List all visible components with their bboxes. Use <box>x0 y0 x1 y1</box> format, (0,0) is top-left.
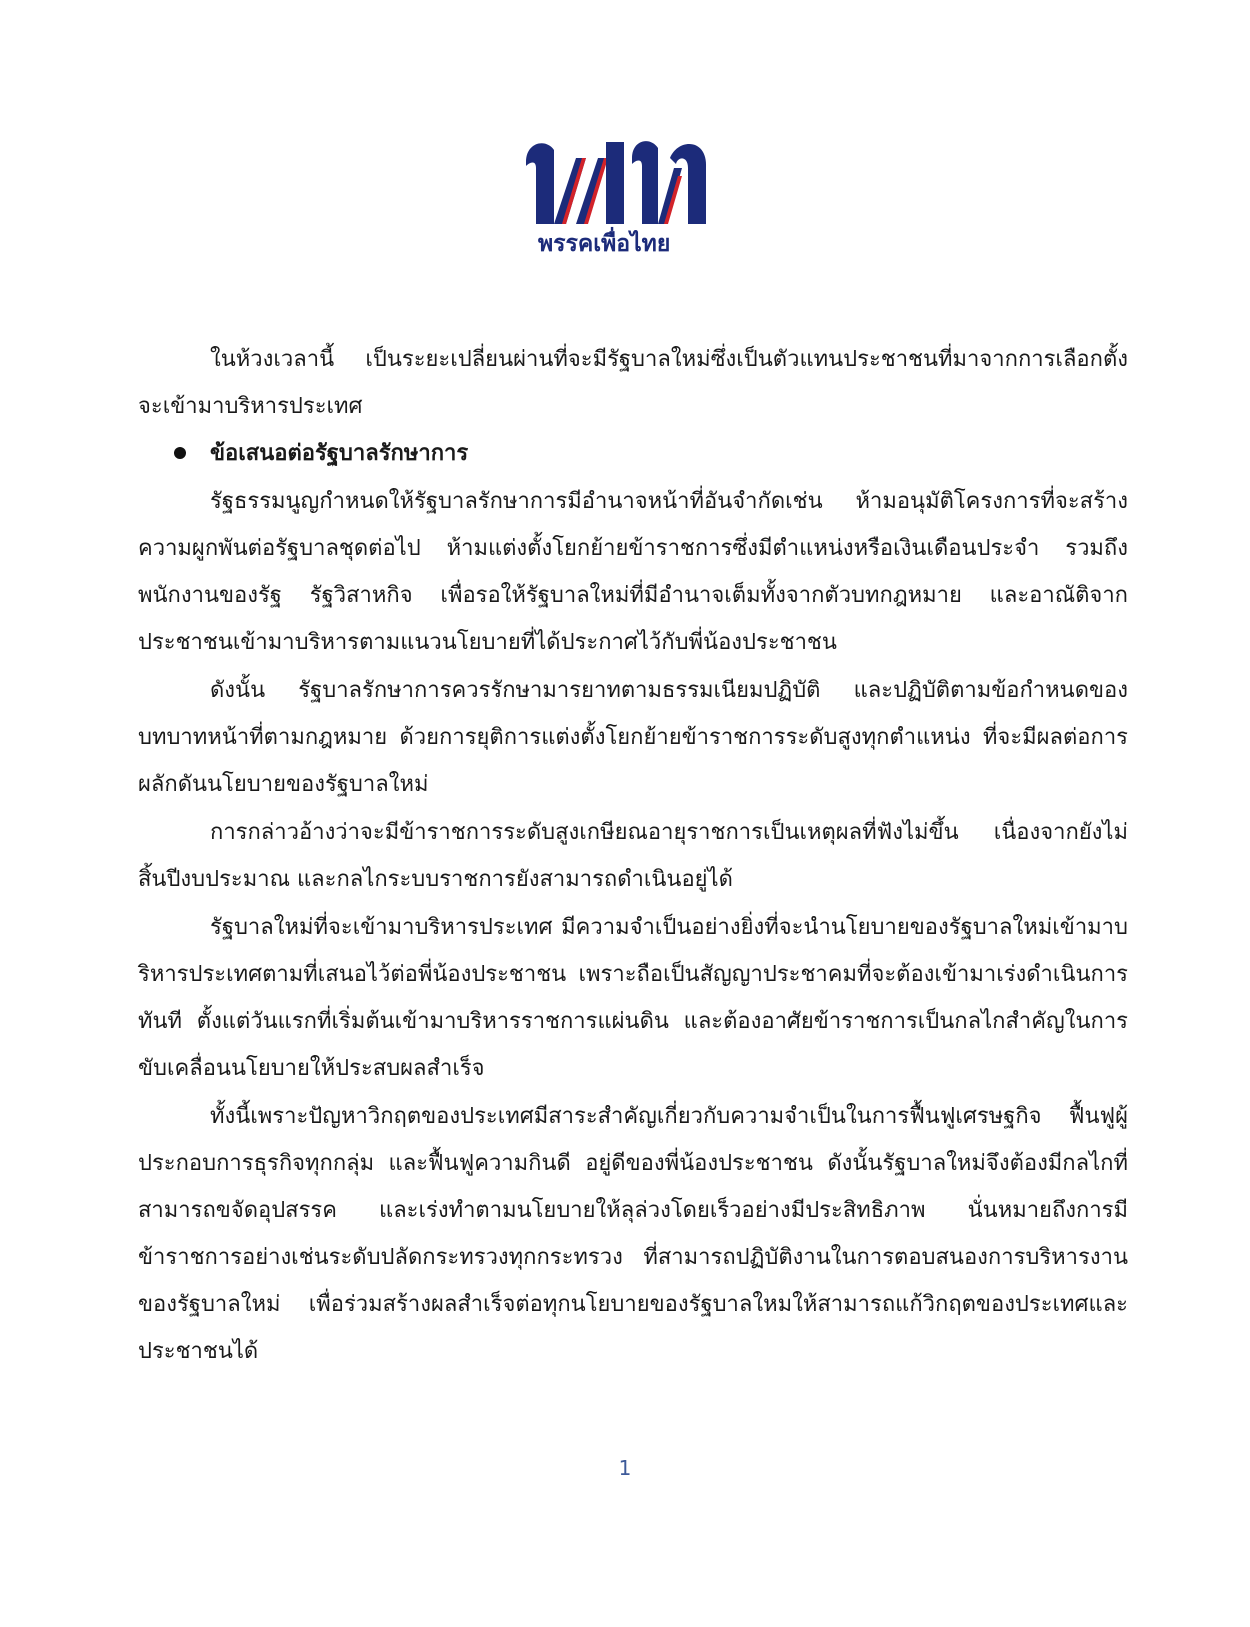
bullet-icon <box>174 447 186 459</box>
body-paragraph: รัฐธรรมนูญกำหนดให้รัฐบาลรักษาการมีอำนาจหน้าที่อันจำกัดเช่น ห้ามอนุมัติโครงการที่จะสร้างความผูกพันต่อรัฐบาลชุดต่อไป ห้ามแต่งตั้งโยกย้ายข้าราชการซึ่งมีตำแหน่งหรือเงินเดือนประจำ รวมถึงพนักงานของรัฐ รัฐวิสาหกิจ เพื่อรอให้รัฐบาลใหม่ที่มีอำนาจเต็มทั้งจากตัวบทกฎหมาย และอาณัติจากประชาชนเข้ามาบริหารตามแนวนโยบายที่ได้ประกาศไว้กับพี่น้องประชาชน <box>138 489 1128 655</box>
body-paragraph: ดังนั้น รัฐบาลรักษาการควรรักษามารยาทตามธรรมเนียมปฏิบัติ และปฏิบัติตามข้อกำหนดของบทบาทหน้าที่ตามกฎหมาย ด้วยการยุติการแต่งตั้งโยกย้ายข้าราชการระดับสูงทุกตำแหน่ง ที่จะมีผลต่อการผลักดันนโยบายของรัฐบาลใหม่ <box>138 678 1128 797</box>
party-logo <box>520 128 710 264</box>
body-paragraph: รัฐบาลใหม่ที่จะเข้ามาบริหารประเทศ มีความจำเป็นอย่างยิ่งที่จะนำนโยบายของรัฐบาลใหม่เข้ามาบริหารประเทศตามที่เสนอไว้ต่อพี่น้องประชาชน เพราะถือเป็นสัญญาประชาคมที่จะต้องเข้ามาเร่งดำเนินการทันที ตั้งแต่วันแรกที่เริ่มต้นเข้ามาบริหารราชการแผ่นดิน และต้องอาศัยข้าราชการเป็นกลไกสำคัญในการขับเคลื่อนนโยบายให้ประสบผลสำเร็จ <box>138 915 1128 1081</box>
section-heading <box>138 430 1128 478</box>
document-body <box>138 336 1128 1375</box>
section-heading-text: ข้อเสนอต่อรัฐบาลรักษาการ <box>210 441 469 466</box>
party-name-wordmark: พรรคเพื่อไทย <box>538 231 671 257</box>
body-paragraph: การกล่าวอ้างว่าจะมีข้าราชการระดับสูงเกษียณอายุราชการเป็นเหตุผลที่ฟังไม่ขึ้น เนื่องจากยังไม่สิ้นปีงบประมาณ และกลไกระบบราชการยังสามารถดำเนินอยู่ได้ <box>138 820 1128 892</box>
body-paragraph: ทั้งนี้เพราะปัญหาวิกฤตของประเทศมีสาระสำคัญเกี่ยวกับความจำเป็นในการฟื้นฟูเศรษฐกิจ ฟื้นฟูผู้ประกอบการธุรกิจทุกกลุ่ม และฟื้นฟูความกินดี อยู่ดีของพี่น้องประชาชน ดังนั้นรัฐบาลใหม่จึงต้องมีกลไกที่สามารถขจัดอุปสรรค และเร่งทำตามนโยบายให้ลุล่วงโดยเร็วอย่างมีประสิทธิภาพ นั่นหมายถึงการมีข้าราชการอย่างเช่นระดับปลัดกระทรวงทุกกระทรวง ที่สามารถปฏิบัติงานในการตอบสนองการบริหารงานของรัฐบาลใหม่ เพื่อร่วมสร้างผลสำเร็จต่อทุกนโยบายของรัฐบาลใหมให้สามารถแก้วิกฤตของประเทศและประชาชนได้ <box>138 1104 1128 1364</box>
page-number: 1 <box>618 1456 632 1480</box>
pheu-thai-logo-mark <box>520 128 710 228</box>
intro-paragraph: ในห้วงเวลานี้ เป็นระยะเปลี่ยนผ่านที่จะมีรัฐบาลใหม่ซึ่งเป็นตัวแทนประชาชนที่มาจากการเลือกตั้ง จะเข้ามาบริหารประเทศ <box>138 347 1128 419</box>
